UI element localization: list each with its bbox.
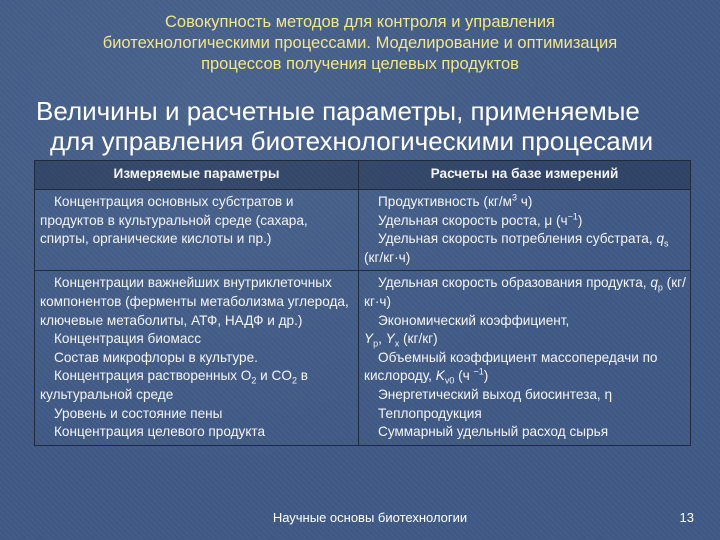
slide-title-line: процессов получения целевых продуктов xyxy=(201,55,519,73)
table-cell-calculated xyxy=(359,190,691,271)
parameters-table xyxy=(34,160,691,446)
column-header-calculated: Расчеты на базе измерений xyxy=(359,161,691,190)
cell-line: Концентрация растворенных $O_2$ и $CO_2$ в культуральной среде xyxy=(40,368,308,402)
cell-line: Состав микрофлоры в культуре. xyxy=(54,349,258,365)
slide-title-line: биотехнологическими процессами. Моделирование и оптимизация xyxy=(102,34,618,52)
table-header-row xyxy=(35,161,691,190)
slide-heading-line: для управления биотехнологическими процесами xyxy=(50,126,654,156)
table-cell-measured xyxy=(35,190,359,271)
slide-footer: Научные основы биотехнологии xyxy=(272,510,468,525)
cell-line-energy-yield: Энергетический выход биосинтеза, η xyxy=(378,386,613,402)
cell-line-growth-rate: Удельная скорость роста, μ $(ч^{-1})$ xyxy=(378,211,583,228)
cell-line-formation-rate: Удельная скорость образования продукта, $q_p$ (кг/кг·ч) xyxy=(364,275,686,309)
column-header-measured: Измеряемые параметры xyxy=(35,161,359,190)
table-cell-calculated xyxy=(359,271,691,445)
slide-title xyxy=(30,12,690,75)
cell-line-productivity: Продуктивность ($кг/м^3$ ч) xyxy=(378,192,533,209)
cell-line-yield: $Y_p$, $Y_x$ (кг/кг) xyxy=(364,331,438,349)
cell-line: Концентрация целевого продукта xyxy=(54,424,266,440)
cell-line: Концентрация биомасс xyxy=(54,331,201,347)
slide-title-line: Совокупность методов для контроля и управления xyxy=(165,13,555,31)
cell-line: Концентрации важнейших внутриклеточных компонентов (ферменты метаболизма углерода, ключевые метаболиты, АТФ, НАДФ и др.) xyxy=(40,275,349,328)
cell-line-raw-consumption: Суммарный удельный расход сырья xyxy=(378,424,609,440)
table-cell-measured xyxy=(35,271,359,445)
cell-line-economic-coefficient: Экономический коэффициент, xyxy=(378,312,570,328)
cell-text: Концентрация основных субстратов и продуктов в культуральной среде (сахара, спирты, органические кислоты и пр.) xyxy=(40,194,308,247)
page-number: 13 xyxy=(679,510,694,525)
table-row xyxy=(35,190,691,271)
table-row xyxy=(35,271,691,445)
slide-heading xyxy=(36,96,706,156)
cell-line: Уровень и состояние пены xyxy=(54,405,223,421)
cell-line-heat: Теплопродукция xyxy=(378,405,482,421)
cell-line-consumption-rate: Удельная скорость потребления субстрата, $q_s$ (кг/кг·ч) xyxy=(364,231,669,265)
slide-heading-line: Величины и расчетные параметры, применяемые xyxy=(36,96,640,126)
cell-line-mass-transfer: Объемный коэффициент массопередачи по кислороду, $K_{v0}$ (ч $^{-1}$) xyxy=(364,349,658,387)
